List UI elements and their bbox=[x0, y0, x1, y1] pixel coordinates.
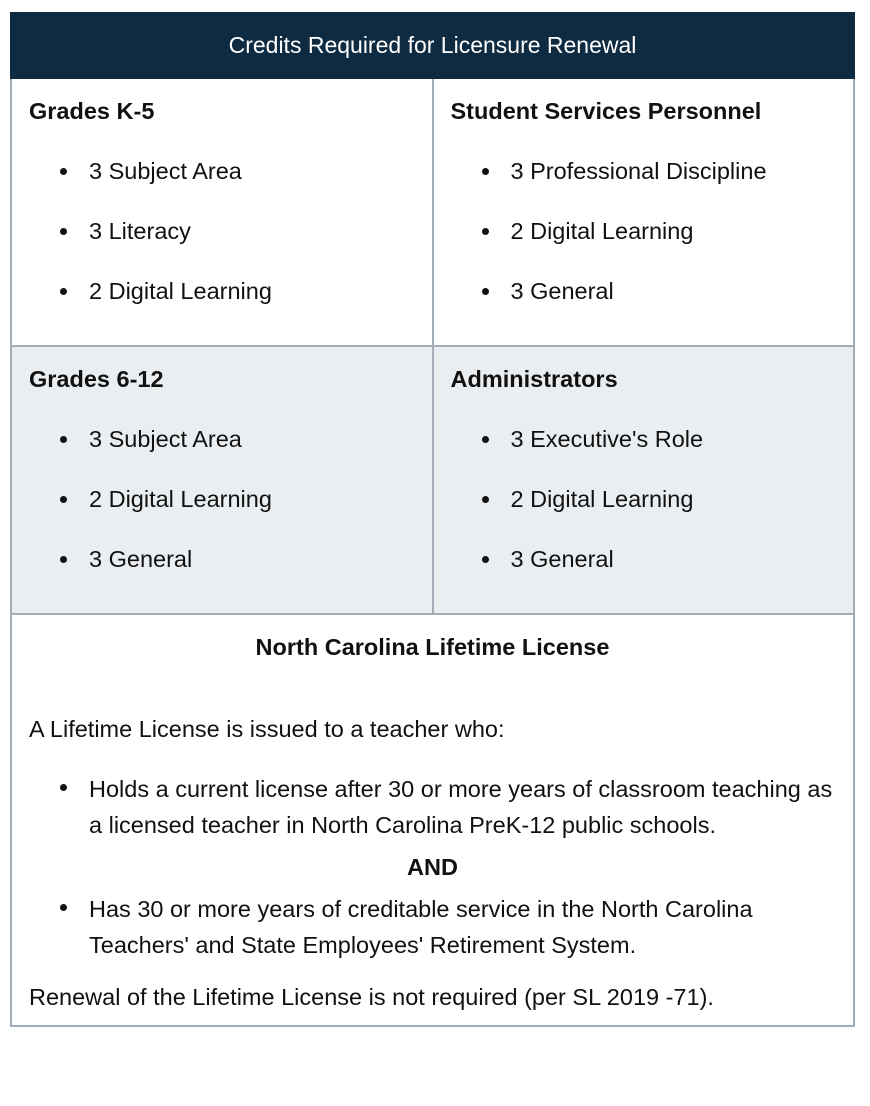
list-item: Holds a current license after 30 or more years of classroom teaching as a licensed teacher in North Carolina PreK-12 public schools. bbox=[89, 771, 836, 843]
lifetime-heading: North Carolina Lifetime License bbox=[255, 634, 610, 660]
list-item: Has 30 or more years of creditable service in the North Carolina Teachers' and State Employees' Retirement System. bbox=[89, 891, 836, 963]
cell-grades-6-12 bbox=[12, 347, 432, 613]
cell-heading: Grades K-5 bbox=[29, 98, 155, 124]
cell-student-services bbox=[432, 79, 854, 345]
table-row bbox=[12, 347, 853, 615]
lifetime-intro: A Lifetime License is issued to a teacher who: bbox=[29, 716, 505, 742]
cell-heading: Administrators bbox=[450, 366, 618, 392]
list-item: 3 Subject Area bbox=[89, 155, 415, 187]
list-item: 3 General bbox=[511, 275, 837, 307]
and-label: AND bbox=[407, 854, 458, 880]
cell-heading: Student Services Personnel bbox=[450, 98, 762, 124]
lifetime-license-section bbox=[12, 615, 853, 1025]
list-item: 2 Digital Learning bbox=[89, 483, 415, 515]
cell-administrators bbox=[432, 347, 854, 613]
list-item: 3 Executive's Role bbox=[511, 423, 837, 455]
table-title: Credits Required for Licensure Renewal bbox=[10, 12, 855, 79]
list-item: 3 Literacy bbox=[89, 215, 415, 247]
renewal-note: Renewal of the Lifetime License is not required (per SL 2019 -71). bbox=[29, 984, 714, 1010]
list-item: 3 Subject Area bbox=[89, 423, 415, 455]
list-item: 3 General bbox=[89, 543, 415, 575]
table-row bbox=[12, 79, 853, 347]
list-item: 3 Professional Discipline bbox=[511, 155, 837, 187]
list-item: 2 Digital Learning bbox=[89, 275, 415, 307]
cell-grades-k-5 bbox=[12, 79, 432, 345]
credits-table bbox=[10, 12, 855, 1027]
cell-heading: Grades 6-12 bbox=[29, 366, 164, 392]
list-item: 2 Digital Learning bbox=[511, 215, 837, 247]
list-item: 3 General bbox=[511, 543, 837, 575]
list-item: 2 Digital Learning bbox=[511, 483, 837, 515]
